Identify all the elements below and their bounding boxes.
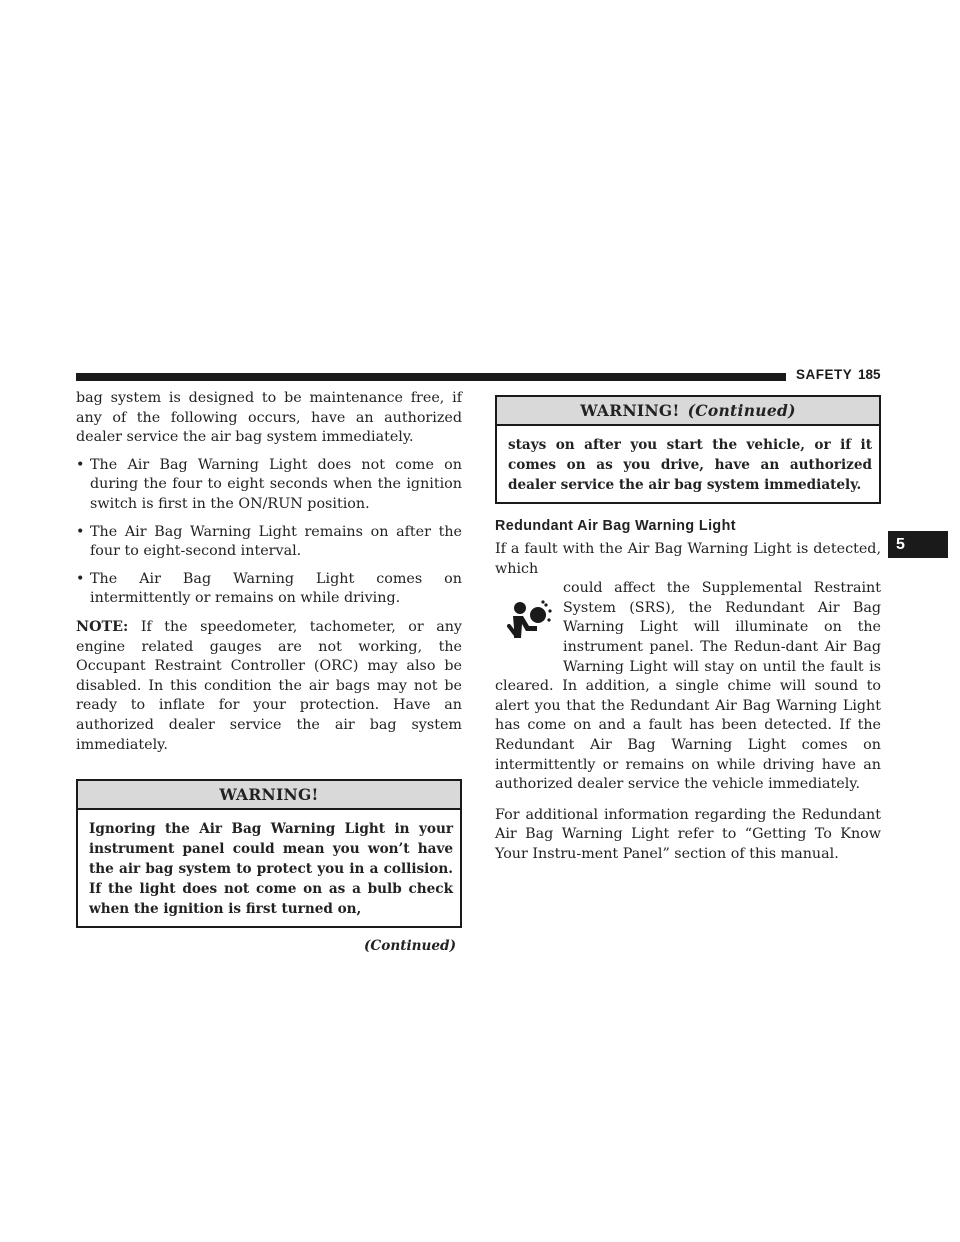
- airbag-warning-icon: [495, 581, 563, 659]
- bullet-list: [76, 456, 462, 609]
- paragraph-reference: For additional information regarding the Redundant Air Bag Warning Light refer to “Getting To Know Your Instru-ment Panel” section of this manual.: [495, 806, 881, 862]
- page-number: 185: [858, 367, 881, 382]
- bullet-icon: •: [76, 523, 85, 540]
- right-column: [495, 395, 881, 865]
- paragraph-body: could affect the Supplemental Restraint System (SRS), the Redundant Air Bag Warning Light will illuminate on the instrument panel. The Redun-dant Air Bag Warning Light will stay on until the fault is cleared. In addition, a single chime will sound to alert you that the Redundant Air Bag Warning Light has come on and a fault has been detected. If the Redundant Air Bag Warning Light comes on intermittently or remains on while driving have an authorized dealer service the vehicle immediately.: [495, 580, 881, 793]
- list-item-text: The Air Bag Warning Light does not come on during the four to eight seconds when the ignition switch is first in the ON/RUN position.: [90, 456, 462, 512]
- list-item: [76, 523, 462, 562]
- warning-box-continued: [495, 395, 881, 504]
- note-paragraph: [76, 618, 462, 755]
- paragraph-lead: If a fault with the Air Bag Warning Light is detected, which: [495, 541, 881, 577]
- warning-box: [76, 779, 462, 928]
- bullet-icon: •: [76, 456, 85, 473]
- warning-title-text: WARNING!: [580, 401, 680, 420]
- section-title: SAFETY: [796, 367, 853, 382]
- header-rule: [76, 373, 786, 381]
- continued-label: (Continued): [364, 938, 456, 955]
- section-heading: Redundant Air Bag Warning Light: [495, 518, 736, 534]
- list-item: [76, 570, 462, 609]
- list-item-text: The Air Bag Warning Light comes on intermittently or remains on while driving.: [90, 570, 462, 607]
- note-label: NOTE:: [76, 618, 129, 635]
- note-text: If the speedometer, tachometer, or any engine related gauges are not working, the Occupant Restraint Controller (ORC) may also be disabled. In this condition the air bags may not be ready to inflate for your protection. Have an authorized dealer service the air bag system immediately.: [76, 618, 463, 753]
- bullet-icon: •: [76, 570, 85, 587]
- warning-continued-label: (Continued): [687, 401, 796, 420]
- warning-title: [78, 781, 460, 810]
- warning-title: [497, 397, 879, 426]
- list-item: [76, 456, 462, 515]
- warning-body: Ignoring the Air Bag Warning Light in your instrument panel could mean you won’t have the air bag system to protect you in a collision. If the light does not come on as a bulb check when the ignition is first turned on,: [89, 821, 453, 918]
- intro-paragraph: bag system is designed to be maintenance free, if any of the following occurs, have an authorized dealer service the air bag system immediately.: [76, 390, 462, 446]
- warning-title-text: WARNING!: [219, 785, 319, 805]
- list-item-text: The Air Bag Warning Light remains on after the four to eight-second interval.: [90, 523, 462, 560]
- chapter-tab: 5: [888, 531, 948, 558]
- left-column: [76, 389, 462, 954]
- warning-body: stays on after you start the vehicle, or if it comes on as you drive, have an authorized dealer service the air bag system immediately.: [508, 437, 872, 493]
